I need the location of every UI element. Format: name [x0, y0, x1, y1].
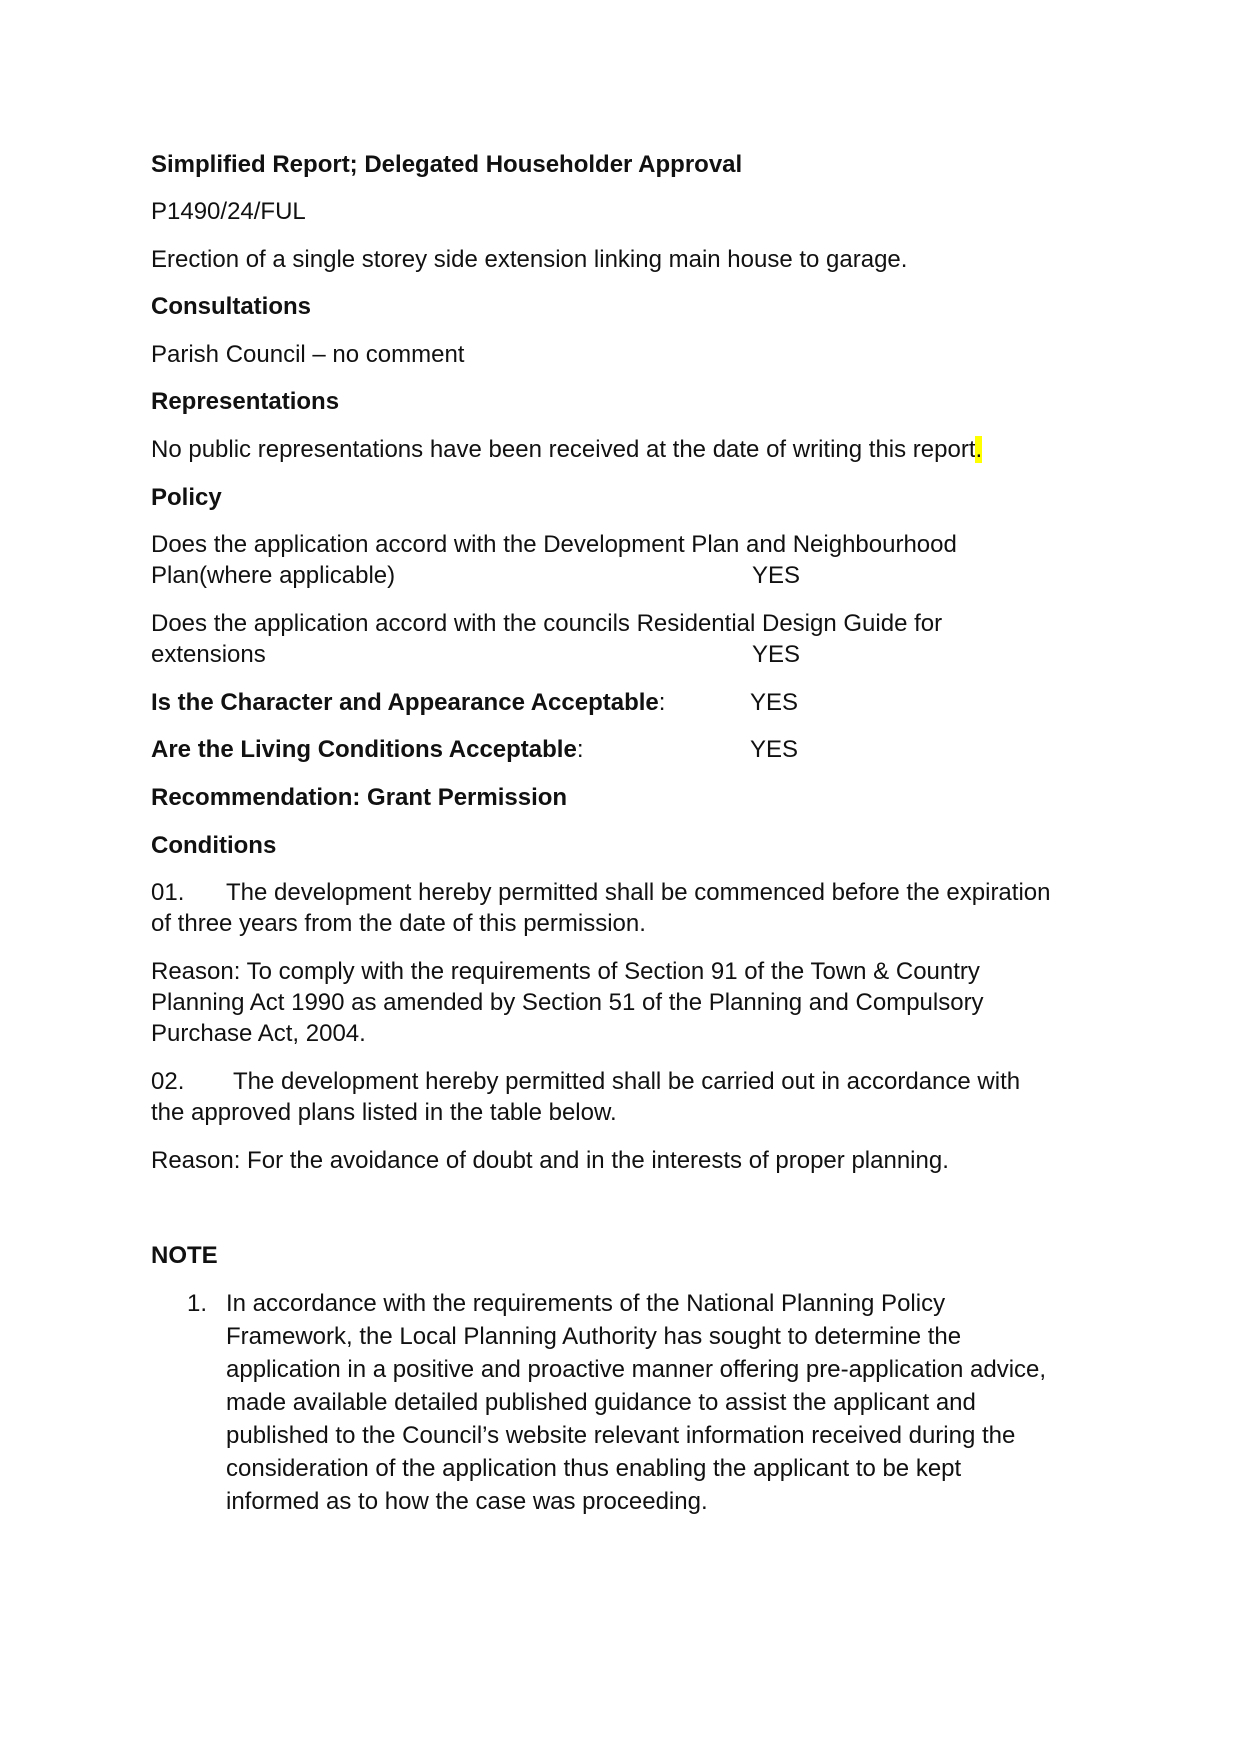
note-line: In accordance with the requirements of the National Planning Policy [226, 1290, 946, 1317]
consultations-text: Parish Council – no comment [151, 341, 465, 368]
note-item-1-number: 1. [187, 1290, 208, 1317]
policy-q4 [151, 734, 584, 765]
reason-01-line3: Purchase Act, 2004. [151, 1020, 366, 1047]
reason-01-line2: Planning Act 1990 as amended by Section 51 of the Planning and Compulsory [151, 989, 984, 1016]
policy-q2-line2: extensions [151, 641, 266, 668]
reason-02: Reason: For the avoidance of doubt and in the interests of proper planning. [151, 1147, 949, 1174]
recommendation: Recommendation: Grant Permission [151, 784, 568, 811]
proposal-description: Erection of a single storey side extension linking main house to garage. [151, 246, 908, 273]
consultations-heading: Consultations [151, 293, 311, 320]
policy-q3-label: Is the Character and Appearance Acceptable [151, 689, 659, 716]
policy-q1-answer: YES [752, 562, 801, 589]
note-line: consideration of the application thus enabling the applicant to be kept [226, 1455, 962, 1482]
policy-q2-line1: Does the application accord with the councils Residential Design Guide for [151, 610, 943, 637]
policy-q4-colon: : [576, 736, 584, 763]
condition-01-line1: The development hereby permitted shall be commenced before the expiration [226, 879, 1051, 906]
note-line: application in a positive and proactive manner offering pre-application advice, [226, 1356, 1047, 1383]
policy-q3 [151, 687, 665, 718]
conditions-heading: Conditions [151, 832, 277, 859]
policy-q1-line1: Does the application accord with the Development Plan and Neighbourhood [151, 531, 957, 558]
condition-01-number: 01. [151, 879, 185, 906]
condition-02-line2: the approved plans listed in the table below. [151, 1099, 617, 1126]
policy-q4-label: Are the Living Conditions Acceptable [151, 736, 577, 763]
application-reference: P1490/24/FUL [151, 198, 306, 225]
policy-q3-answer: YES [750, 689, 799, 716]
note-line: Framework, the Local Planning Authority has sought to determine the [226, 1323, 962, 1350]
condition-02-number: 02. [151, 1068, 185, 1095]
condition-02-line1: The development hereby permitted shall be carried out in accordance with [233, 1068, 1021, 1095]
representations-text [151, 434, 982, 465]
note-line: published to the Council’s website relevant information received during the [226, 1422, 1016, 1449]
representations-sentence: No public representations have been received at the date of writing this report [151, 436, 976, 463]
reason-01-line1: Reason: To comply with the requirements of Section 91 of the Town & Country [151, 958, 980, 985]
note-line: made available detailed published guidance to assist the applicant and [226, 1389, 976, 1416]
condition-01-line2: of three years from the date of this permission. [151, 910, 646, 937]
note-line: informed as to how the case was proceeding. [226, 1488, 708, 1515]
note-heading: NOTE [151, 1242, 218, 1269]
report-title: Simplified Report; Delegated Householder Approval [151, 151, 743, 178]
policy-q4-answer: YES [750, 736, 799, 763]
policy-q3-colon: : [658, 689, 666, 716]
highlighted-period: . [975, 436, 983, 463]
policy-heading: Policy [151, 484, 222, 511]
policy-q1-line2: Plan(where applicable) [151, 562, 396, 589]
representations-heading: Representations [151, 388, 340, 415]
policy-q2-answer: YES [752, 641, 801, 668]
